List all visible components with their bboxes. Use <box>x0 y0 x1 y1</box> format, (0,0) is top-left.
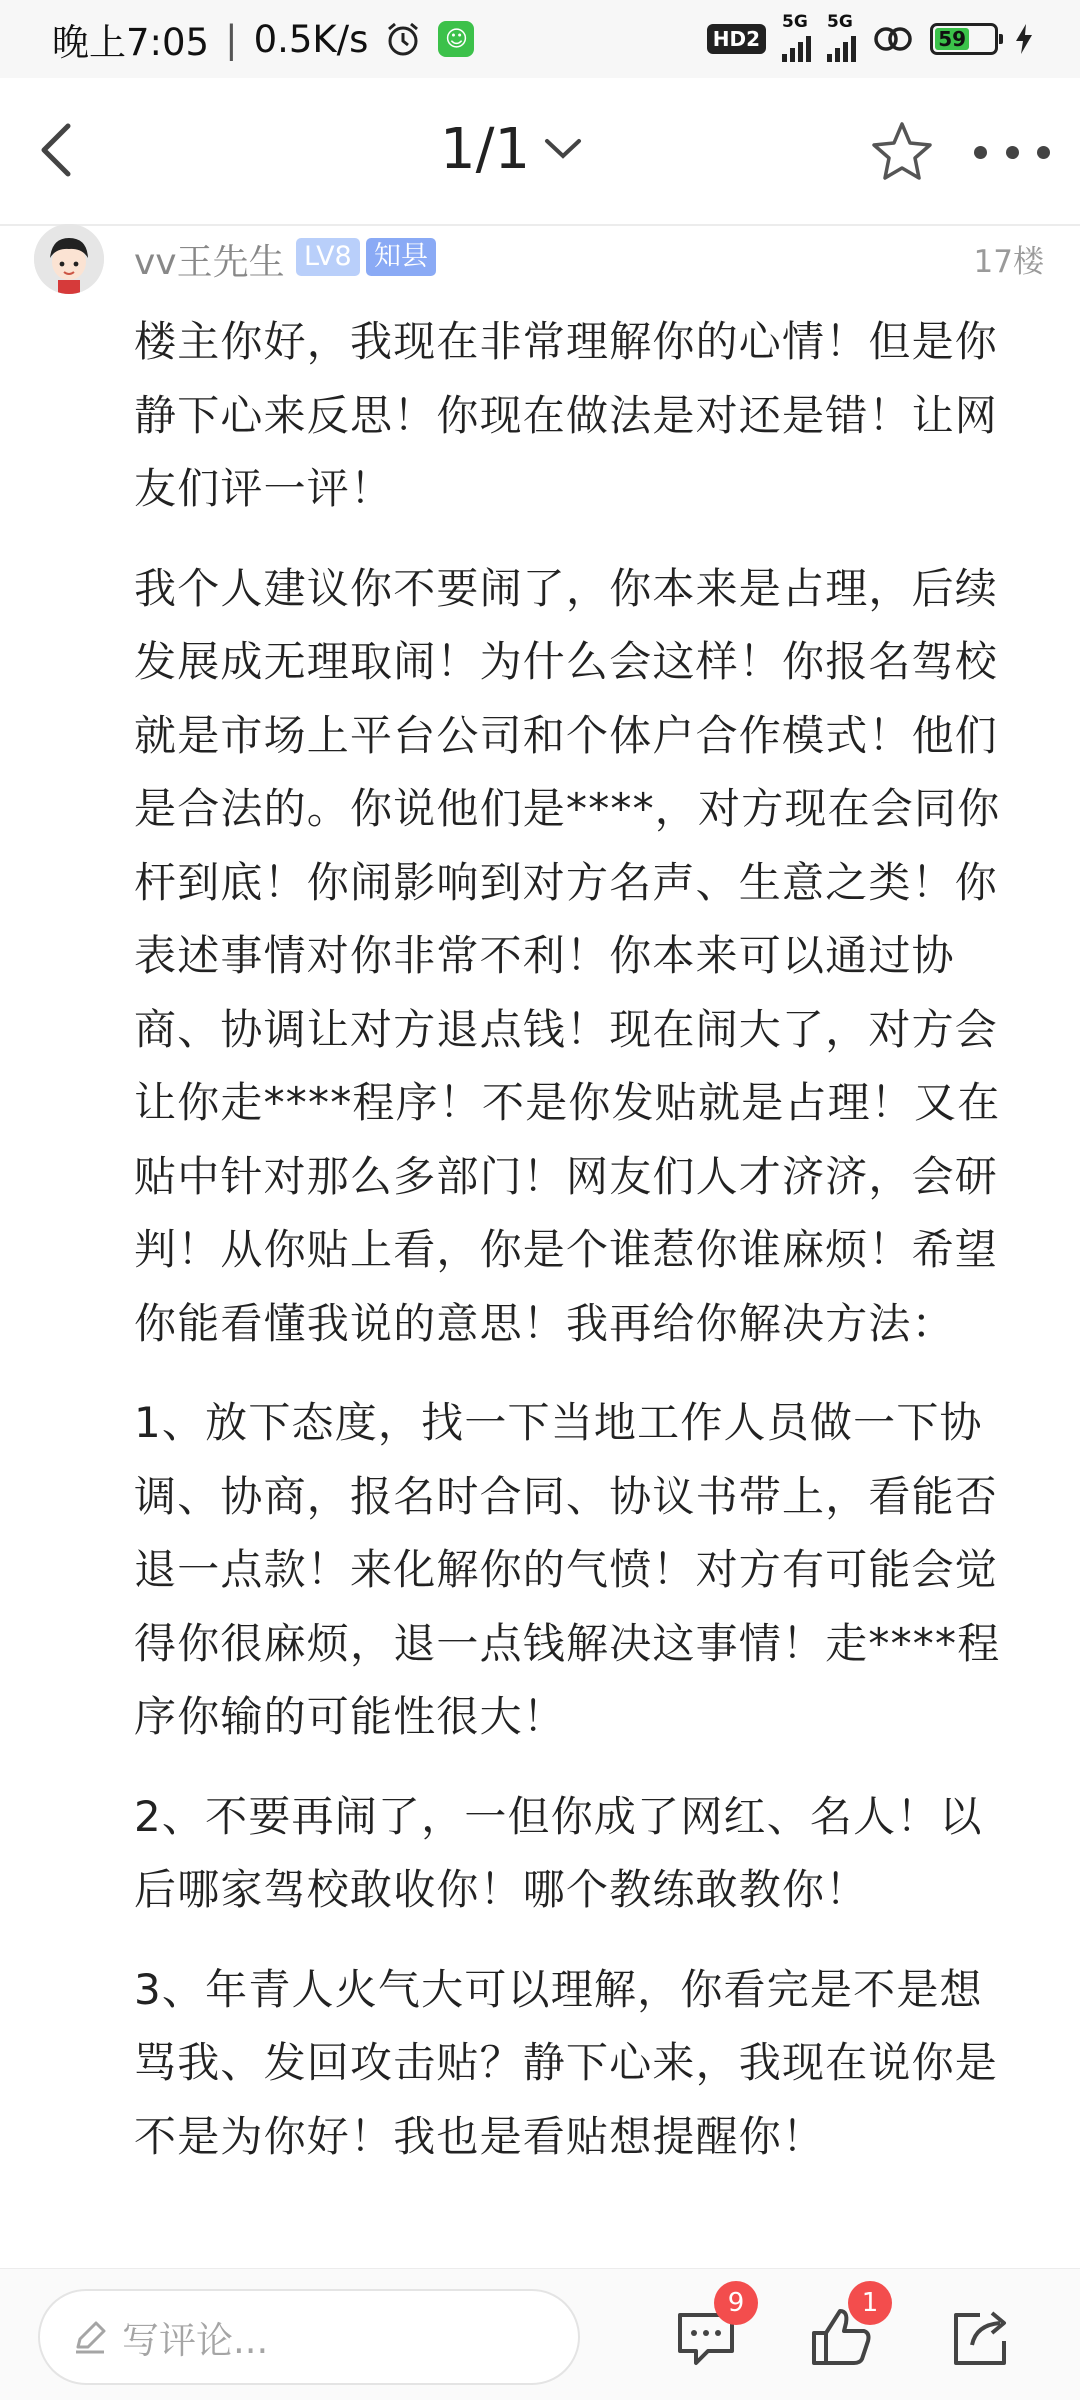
page-indicator-label: 1/1 <box>440 116 531 182</box>
alarm-icon <box>384 20 422 58</box>
signal-icon-1 <box>782 12 811 62</box>
level-badge: LV8 <box>296 238 360 276</box>
status-bar <box>0 0 1080 78</box>
rank-badge: 知县 <box>366 238 436 276</box>
post-paragraph: 3、年青人火气大可以理解，你看完是不是想骂我、发回攻击贴？静下心来，我现在说你是不是为你好！我也是看贴想提醒你！ <box>134 1964 999 2161</box>
post-paragraph: 我个人建议你不要闹了，你本来是占理，后续发展成无理取闹！为什么会这样！你报名驾校就是市场上平台公司和个体户合作模式！他们是合法的。你说他们是****，对方现在会同你杆到底！你闹影响到对方名声、生意之类！你表述事情对你非常不利！你本来可以通过协商、协调让对方退点钱！现在闹大了，对方会让你走****程序！不是你发贴就是占理！又在贴中针对那么多部门！网友们人才济济，会研判！从你贴上看，你是个谁惹你谁麻烦！希望你能看懂我说的意思！我再给你解决方法： <box>134 563 1001 1348</box>
likes-count-badge: 1 <box>848 2281 892 2325</box>
pencil-icon <box>72 2319 108 2355</box>
page-selector[interactable] <box>440 114 582 184</box>
back-button[interactable] <box>26 118 90 182</box>
avatar-image <box>34 224 104 294</box>
wechat-icon: ☺ <box>438 21 474 57</box>
bottom-bar <box>0 2268 1080 2400</box>
top-nav <box>0 78 1080 226</box>
charging-icon <box>1014 23 1034 55</box>
network-type-1: 5G <box>782 12 808 32</box>
battery-level: 59 <box>935 28 969 50</box>
comment-placeholder: 写评论... <box>122 2319 269 2362</box>
post-header <box>0 224 1080 314</box>
more-button[interactable] <box>974 134 1050 170</box>
post-paragraph: 2、不要再闹了，一但你成了网红、名人！以后哪家驾校敢收你！哪个教练敢教你！ <box>134 1791 983 1914</box>
more-dot <box>1037 146 1050 159</box>
network-type-2: 5G <box>827 12 853 32</box>
post-paragraph: 楼主你好，我现在非常理解你的心情！但是你静下心来反思！你现在做法是对还是错！让网友们评一评！ <box>134 317 999 513</box>
comment-input[interactable] <box>38 2289 580 2385</box>
battery-icon <box>930 23 998 55</box>
status-right <box>707 12 1034 62</box>
post-paragraph: 1、放下态度，找一下当地工作人员做一下协调、协商，报名时合同、协议书带上，看能否退一点款！来化解你的气愤！对方有可能会觉得你很麻烦，退一点钱解决这事情！走****程序你输的可能性很大！ <box>134 1398 1001 1741</box>
floor-number: 17楼 <box>973 244 1044 280</box>
username[interactable]: vv王先生 <box>134 242 285 283</box>
share-icon[interactable] <box>944 2301 1016 2373</box>
link-icon <box>872 24 914 54</box>
more-dot <box>974 146 987 159</box>
comments-count-badge: 9 <box>714 2281 758 2325</box>
chevron-down-icon <box>544 137 582 161</box>
post-content <box>134 305 1014 2199</box>
status-left <box>52 12 474 66</box>
hd-icon: HD2 <box>707 24 766 54</box>
status-time: 晚上7:05 <box>52 21 210 64</box>
favorite-button[interactable] <box>868 118 936 186</box>
avatar[interactable] <box>34 224 104 294</box>
more-dot <box>1006 146 1019 159</box>
signal-icon-2 <box>827 12 856 62</box>
status-divider: | <box>225 17 238 61</box>
network-speed: 0.5K/s <box>253 17 369 61</box>
